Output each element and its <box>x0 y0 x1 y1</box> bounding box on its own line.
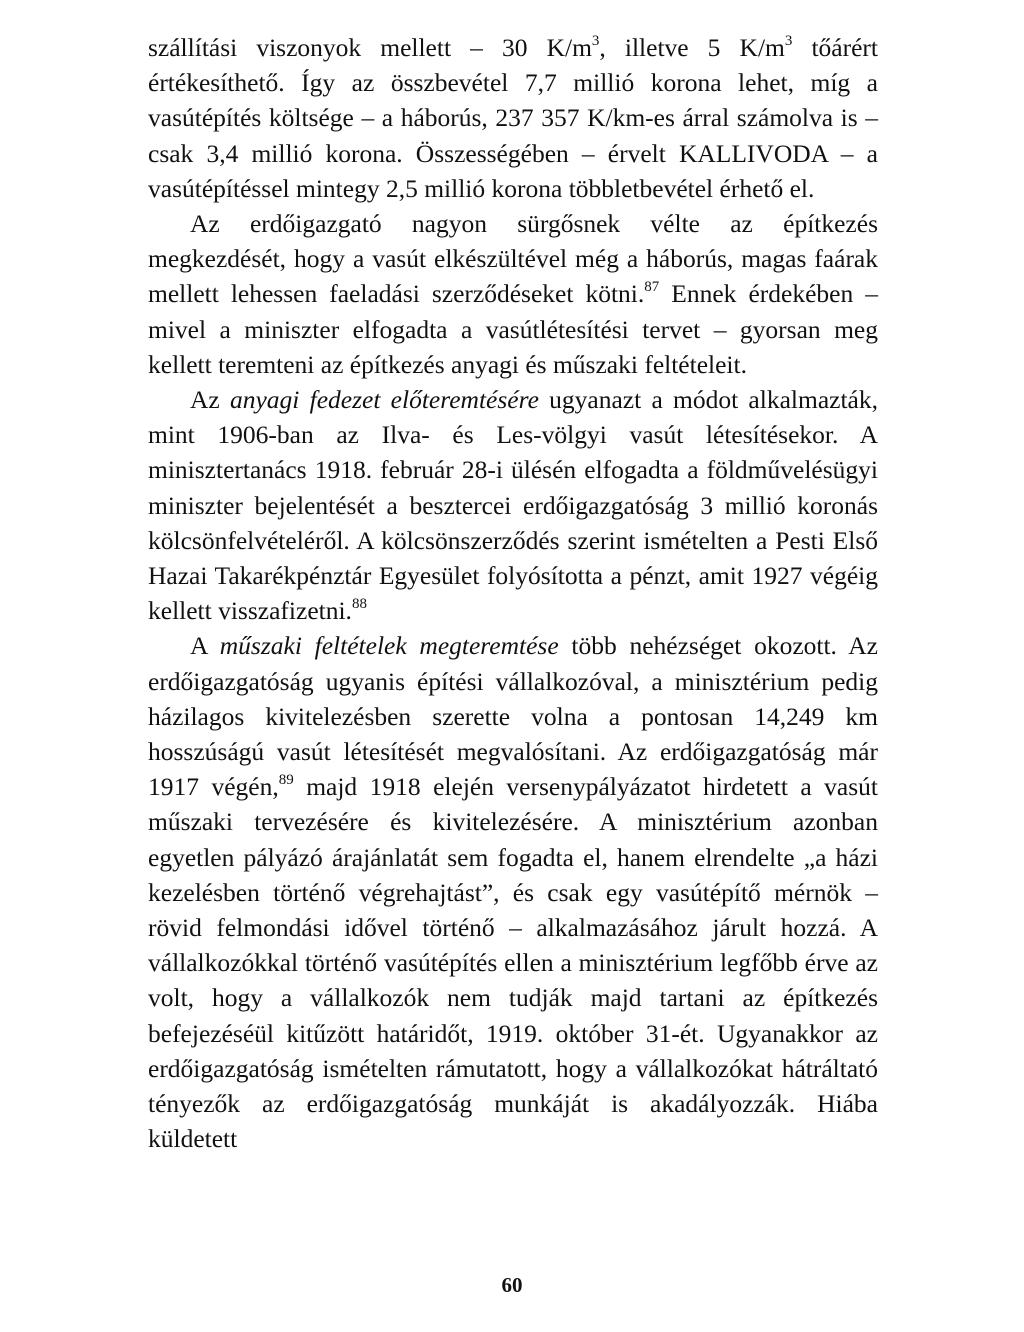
paragraph-2 <box>148 206 878 382</box>
paragraph-text: Az erdőigazgató nagyon sürgősnek vélte az építkezés megkezdését, hogy a vasút elkészültével még a háborús, magas faárak mellett lehessen faeladási szerződéseket kötni. <box>148 209 878 309</box>
paragraph-text: majd 1918 elején versenypályázatot hirdetett a vasút műszaki tervezésére és kivitelezésére. A minisztérium azonban egyetlen pályázó árajánlatát sem fogadta el, hanem elrendelte „a házi kezelésben történő végrehajtást”, és csak egy vasútépítő mérnök – rövid felmondási idővel történő – alkalmazásához járult hozzá. A vállalkozókkal történő vasútépítés ellen a minisztérium legfőbb érve az volt, hogy a vállalkozók nem tudják majd tartani az építkezés befejezéséül kitűzött határidőt, 1919. október 31-ét. Ugyanakkor az erdőigazgatóság ismételten rámutatott, hogy a vállalkozókat hátráltató tényezők az erdőigazgatóság munkáját is akadályozzák. Hiába küldetett <box>148 772 878 1154</box>
emphasis-text: anyagi fedezet előteremtésére <box>229 385 539 415</box>
paragraph-text: Ennek érdekében – mivel a miniszter elfogadta a vasútlétesítési tervet – gyorsan meg kellett teremteni az építkezés anyagi és műszaki feltételeit. <box>148 279 878 379</box>
footnote-ref: 89 <box>278 772 294 789</box>
paragraph-text: A <box>190 631 220 661</box>
paragraph-text: tőárért értékesíthető. Így az összbevétel 7,7 millió korona lehet, míg a vasútépítés költsége – a háborús, 237 357 K/km-es árral számolva is – csak 3,4 millió korona. Összességében – érvelt KALLIVODA – a vasútépítéssel mintegy 2,5 millió korona többletbevétel érhető el. <box>148 33 879 203</box>
paragraph-text: szállítási viszonyok mellett – 30 K/m <box>148 33 592 62</box>
paragraph-3 <box>148 382 878 628</box>
footnote-ref: 3 <box>784 33 793 49</box>
paragraph-text: több nehézséget okozott. Az erdőigazgatóság ugyanis építési vállalkozóval, a minisztérium pedig házilagos kivitelezésben szerette volna a pontosan 14,249 km hosszúságú vasút létesítését megvalósítani. Az erdőigazgatóság már 1917 végén, <box>148 631 878 802</box>
paragraph-text: Az <box>190 385 230 415</box>
page-body <box>148 30 878 1157</box>
paragraph-text: , illetve 5 K/m <box>599 33 785 62</box>
paragraph-text: ugyanazt a módot alkalmazták, mint 1906-ban az Ilva- és Les-völgyi vasút létesítésekor. A minisztertanács 1918. február 28-i ülésén elfogadta a földművelésügyi miniszter bejelentését a besztercei erdőigazgatóság 3 millió koronás kölcsönfelvételéről. A kölcsönszerződés szerint ismételten a Pesti Első Hazai Takarékpénztár Egyesület folyósította a pénzt, amit 1927 végéig kellett visszafizetni. <box>148 385 878 626</box>
paragraph-1 <box>148 30 878 206</box>
emphasis-text: műszaki feltételek megteremtése <box>219 631 559 661</box>
paragraph-4 <box>148 628 878 1156</box>
footnote-ref: 88 <box>351 596 367 613</box>
footnote-ref: 87 <box>644 279 660 296</box>
page-number: 60 <box>501 1273 523 1297</box>
footnote-ref: 3 <box>591 33 600 49</box>
